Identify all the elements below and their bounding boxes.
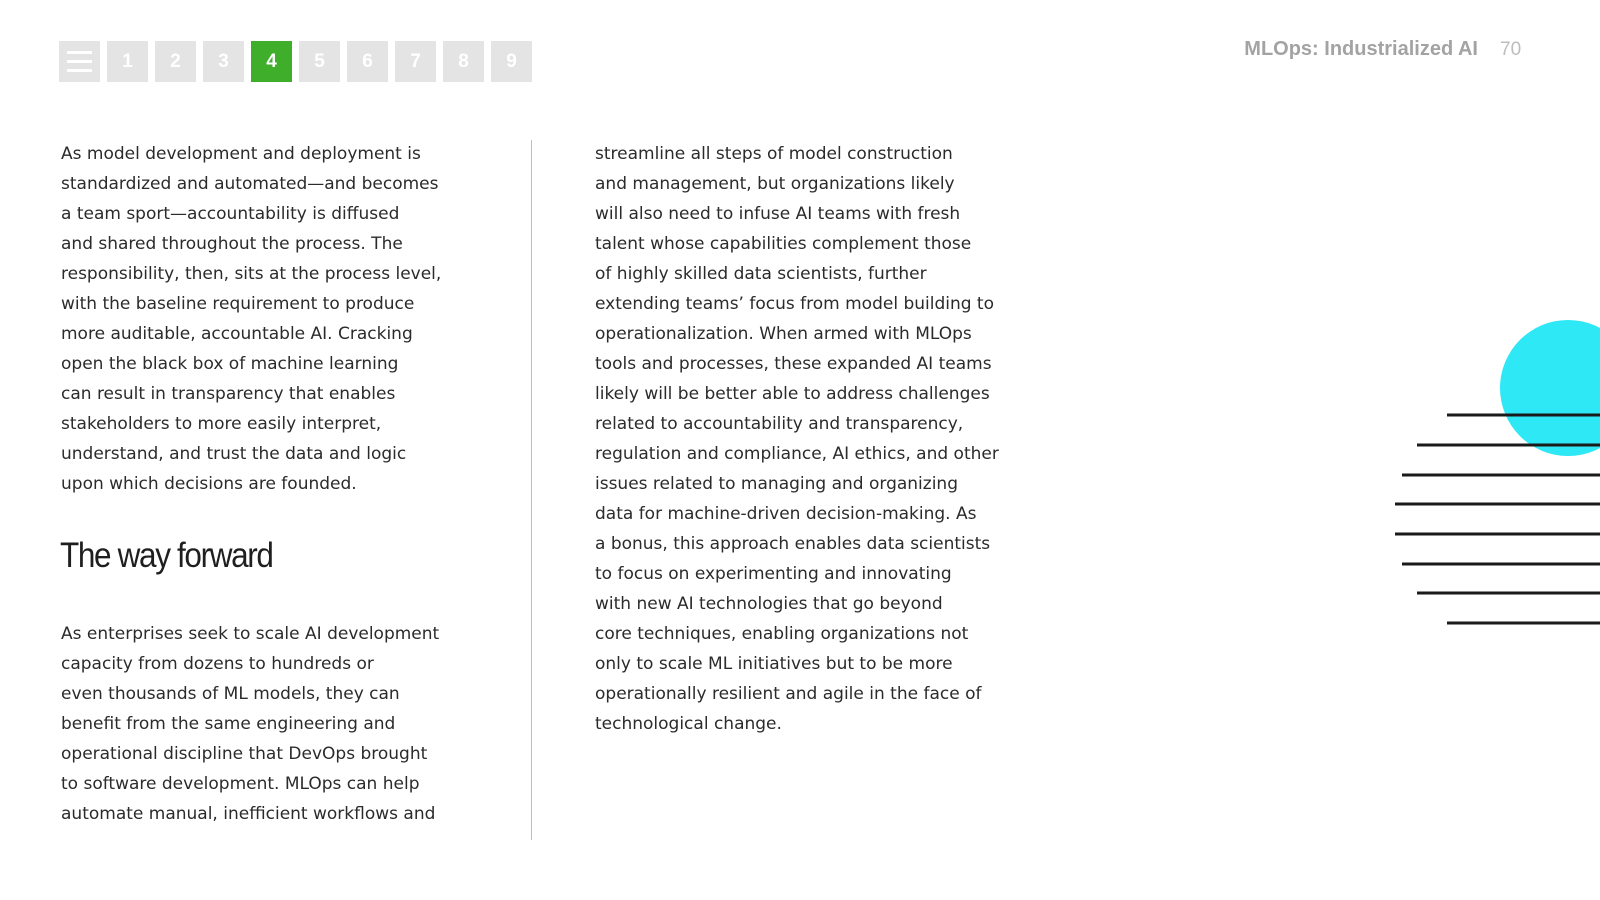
- menu-button[interactable]: [59, 41, 100, 82]
- page-button-3[interactable]: 3: [203, 41, 244, 82]
- right-column-body: [595, 139, 1025, 739]
- page-button-2[interactable]: 2: [155, 41, 196, 82]
- section-heading: The way forward: [60, 536, 273, 575]
- hamburger-menu-icon: [67, 51, 92, 72]
- left-column-intro: [61, 139, 501, 499]
- body-paragraph-left: As enterprises seek to scale AI development capacity from dozens to hundreds or even thousands of ML models, they can benefit from the same engineering and operational discipline that DevOps brought to software development. MLOps can help automate manual, inefficient workflows and: [61, 624, 440, 824]
- intro-paragraph: As model development and deployment is standardized and automated—and becomes a team sport—accountability is diffused and shared throughout the process. The responsibility, then, sits at the process level, with the baseline requirement to produce more auditable, accountable AI. Cracking open the black box of machine learning can result in transparency that enables stakeholders to more easily interpret, understand, and trust the data and logic upon which decisions are founded.: [61, 144, 442, 494]
- left-column-body: [61, 619, 501, 829]
- page-button-1[interactable]: 1: [107, 41, 148, 82]
- decorative-circle: [1500, 320, 1600, 456]
- page-number: 70: [1500, 39, 1522, 60]
- page-button-9[interactable]: 9: [491, 41, 532, 82]
- column-divider: [531, 140, 532, 840]
- page-button-8[interactable]: 8: [443, 41, 484, 82]
- page-button-4[interactable]: 4: [251, 41, 292, 82]
- page-button-5[interactable]: 5: [299, 41, 340, 82]
- body-paragraph-right: streamline all steps of model construction and management, but organizations likely will also need to infuse AI teams with fresh talent whose capabilities complement those of highly skilled data scientists, further extending teams’ focus from model building to operationalization. When armed with MLOps tools and processes, these expanded AI teams likely will be better able to address challenges related to accountability and transparency, regulation and compliance, AI ethics, and other issues related to managing and organizing data for machine-driven decision-making. As a bonus, this approach enables data scientists to focus on experimenting and innovating with new AI technologies that go beyond core techniques, enabling organizations not only to scale ML initiatives but to be more operationally resilient and agile in the face of technological change.: [595, 144, 999, 734]
- page-button-6[interactable]: 6: [347, 41, 388, 82]
- page-navigation: [59, 41, 532, 82]
- page-button-7[interactable]: 7: [395, 41, 436, 82]
- decorative-lines: [1395, 415, 1600, 623]
- decorative-graphic: [1380, 300, 1600, 640]
- document-title: MLOps: Industrialized AI: [1244, 38, 1478, 60]
